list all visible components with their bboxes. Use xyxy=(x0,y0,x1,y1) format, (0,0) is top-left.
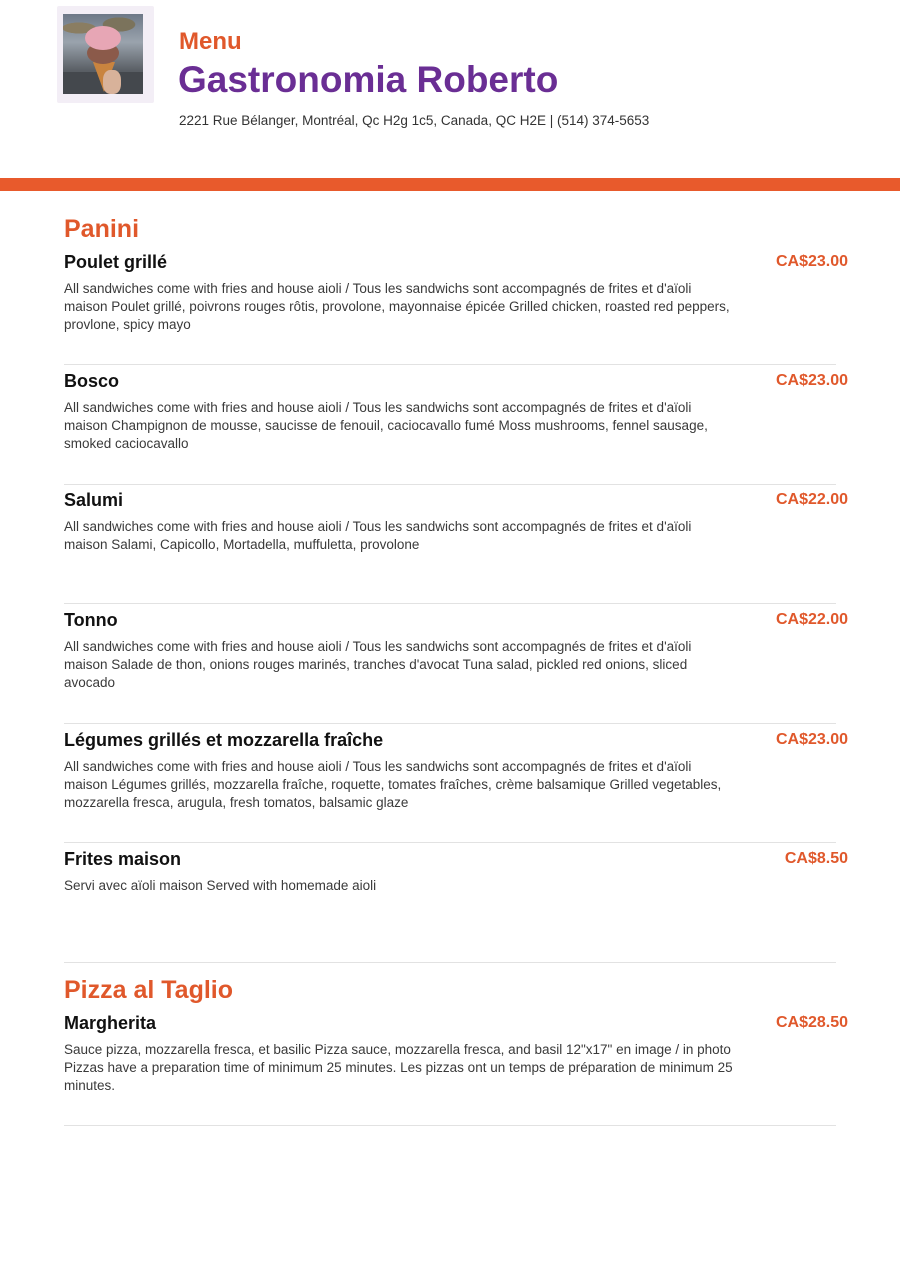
ice-cream-photo-icon xyxy=(63,14,143,94)
item-price: CA$28.50 xyxy=(775,1014,848,1031)
restaurant-address: 2221 Rue Bélanger, Montréal, Qc H2g 1c5, Canada, QC H2E | (514) 374-5653 xyxy=(179,113,650,128)
item-description: All sandwiches come with fries and house aioli / Tous les sandwichs sont accompagnés de frites et d'aïoli maison Salami, Capicollo, Mortadella, muffuletta, provolone xyxy=(64,519,692,552)
item-divider xyxy=(64,723,836,724)
item-name: Frites maison xyxy=(64,849,182,869)
item-price: CA$23.00 xyxy=(775,253,848,270)
section-title-pizza-al-taglio: Pizza al Taglio xyxy=(64,976,234,1004)
item-description: All sandwiches come with fries and house aioli / Tous les sandwichs sont accompagnés de frites et d'aïoli maison Champignon de mousse, saucisse de fenouil, caciocavallo fumé Moss mushrooms, fennel sausage, smoked caciocavallo xyxy=(64,400,708,451)
item-price: CA$23.00 xyxy=(775,731,848,748)
item-description: All sandwiches come with fries and house aioli / Tous les sandwichs sont accompagnés de frites et d'aïoli maison Salade de thon, onions rouges marinés, tranches d'avocat Tuna salad, pickled red onions, sliced avocado xyxy=(64,639,692,690)
item-divider xyxy=(64,364,836,365)
item-name: Légumes grillés et mozzarella fraîche xyxy=(64,730,384,750)
item-name: Poulet grillé xyxy=(64,252,168,272)
item-divider xyxy=(64,842,836,843)
restaurant-name: Gastronomia Roberto xyxy=(178,59,559,100)
section-title-panini: Panini xyxy=(64,215,140,243)
item-price: CA$22.00 xyxy=(775,491,848,508)
item-description: Servi avec aïoli maison Served with homemade aioli xyxy=(64,878,377,893)
section-divider xyxy=(64,962,836,963)
accent-band xyxy=(0,178,900,191)
menu-header xyxy=(0,0,900,178)
item-price: CA$8.50 xyxy=(784,850,848,867)
item-price: CA$22.00 xyxy=(775,611,848,628)
item-divider xyxy=(64,603,836,604)
item-description: All sandwiches come with fries and house aioli / Tous les sandwichs sont accompagnés de frites et d'aïoli maison Légumes grillés, mozzarella fraîche, roquette, tomates fraîches, crème balsamique Grilled vegetables, mozzarella fresca, arugula, fresh tomatos, balsamic glaze xyxy=(64,759,722,810)
item-price: CA$23.00 xyxy=(775,372,848,389)
restaurant-logo xyxy=(57,6,154,103)
item-divider xyxy=(64,484,836,485)
item-description: All sandwiches come with fries and house aioli / Tous les sandwichs sont accompagnés de frites et d'aïoli maison Poulet grillé, poivrons rouges rôtis, provolone, mayonnaise épicée Grilled chicken, roasted red peppers, provlone, spicy mayo xyxy=(64,281,730,332)
item-name: Tonno xyxy=(64,610,118,630)
item-name: Salumi xyxy=(64,490,124,510)
item-name: Margherita xyxy=(64,1013,157,1033)
item-divider xyxy=(64,1125,836,1126)
item-name: Bosco xyxy=(64,371,120,391)
item-description: Sauce pizza, mozzarella fresca, et basilic Pizza sauce, mozzarella fresca, and basil 12"x17" en image / in photo Pizzas have a preparation time of minimum 25 minutes. Les pizzas ont un temps de préparation de minimum 25 minutes. xyxy=(64,1042,733,1093)
menu-label: Menu xyxy=(179,28,242,55)
